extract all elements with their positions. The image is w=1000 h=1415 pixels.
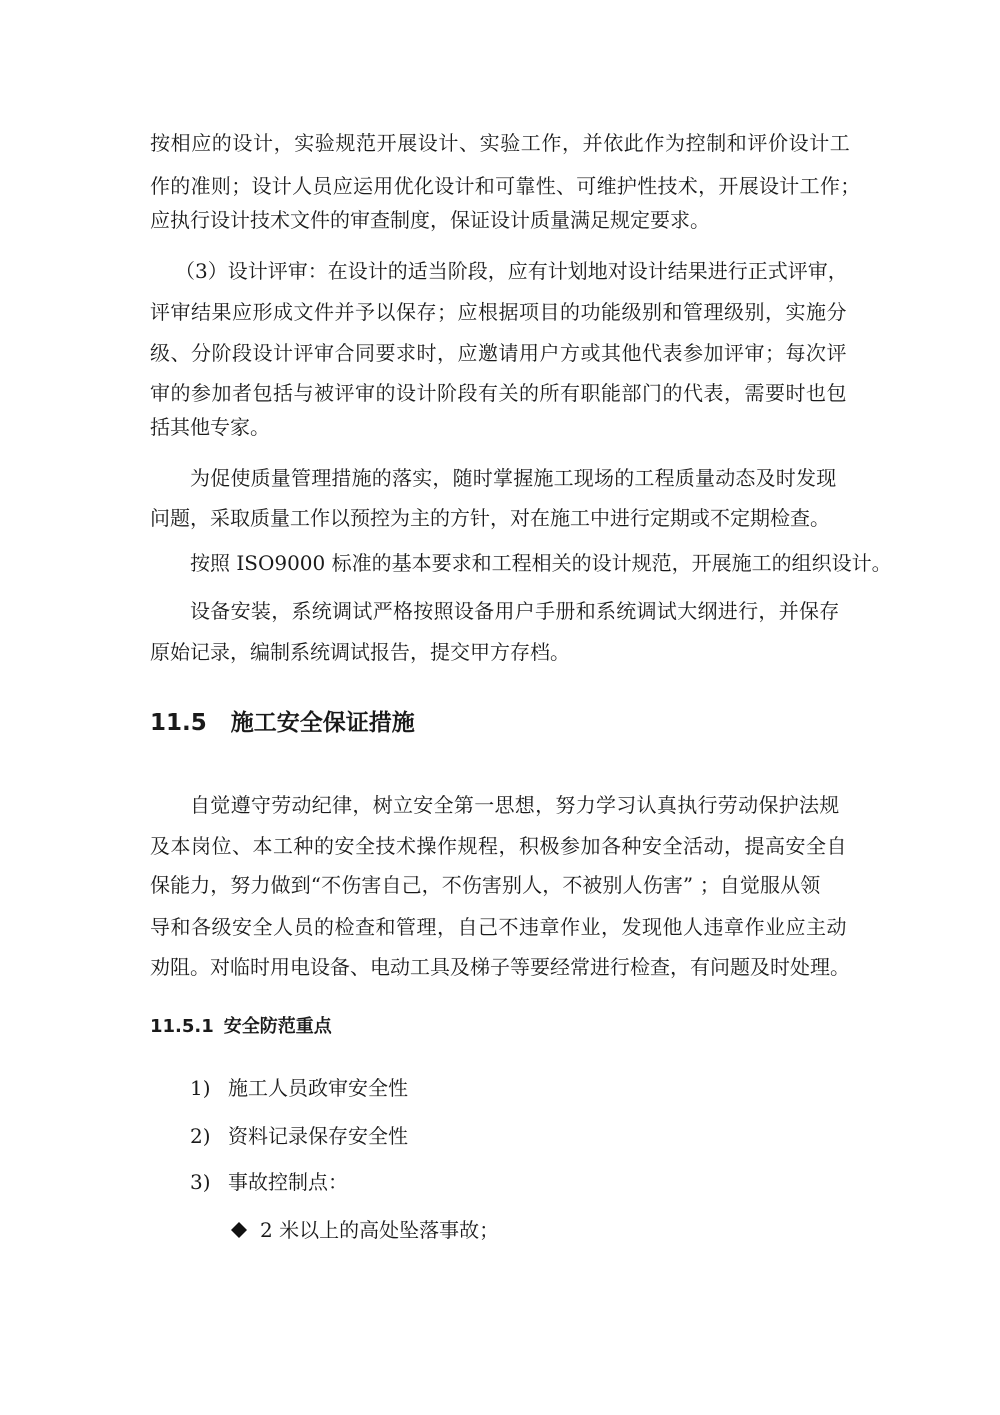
text-line: 自觉遵守劳动纪律，树立安全第一思想，努力学习认真执行劳动保护法规 xyxy=(190,793,840,817)
text-line: 评审结果应形成文件并予以保存；应根据项目的功能级别和管理级别，实施分 xyxy=(150,300,847,324)
text-line: 括其他专家。 xyxy=(150,415,270,439)
text-line: 原始记录，编制系统调试报告，提交甲方存档。 xyxy=(150,640,570,664)
list-number: 1) xyxy=(190,1076,211,1100)
list-number: 2) xyxy=(190,1124,211,1148)
text-line: 保能力，努力做到“不伤害自己，不伤害别人，不被别人伤害” ；自觉服从领 xyxy=(150,873,821,897)
text-line: 劝阻。对临时用电设备、电动工具及梯子等要经常进行检查，有问题及时处理。 xyxy=(150,955,850,979)
list-text: 2 米以上的高处坠落事故； xyxy=(260,1218,500,1242)
text-line: 应执行设计技术文件的审查制度，保证设计质量满足规定要求。 xyxy=(150,208,710,232)
subsection-number: 11.5.1 xyxy=(150,1016,214,1037)
text-line: 按照 ISO9000 标准的基本要求和工程相关的设计规范，开展施工的组织设计。 xyxy=(190,551,892,575)
subsection-heading xyxy=(150,1014,332,1040)
section-heading xyxy=(150,708,415,738)
text-line: 按相应的设计，实验规范开展设计、实验工作，并依此作为控制和评价设计工 xyxy=(150,131,851,155)
text-line: 为促使质量管理措施的落实，随时掌握施工现场的工程质量动态及时发现 xyxy=(190,466,837,490)
text-line: 问题，采取质量工作以预控为主的方针，对在施工中进行定期或不定期检查。 xyxy=(150,506,830,530)
list-number: 3) xyxy=(190,1170,211,1194)
text-line: 级、分阶段设计评审合同要求时，应邀请用户方或其他代表参加评审；每次评 xyxy=(150,341,847,365)
list-text: 事故控制点： xyxy=(228,1170,348,1194)
text-line: 作的准则；设计人员应运用优化设计和可靠性、可维护性技术，开展设计工作； xyxy=(150,174,861,198)
text-line: 及本岗位、本工种的安全技术操作规程，积极参加各种安全活动，提高安全自 xyxy=(150,834,847,858)
section-title: 施工安全保证措施 xyxy=(230,710,415,736)
subsection-title: 安全防范重点 xyxy=(223,1016,332,1037)
list-text: 资料记录保存安全性 xyxy=(228,1124,408,1148)
section-number: 11.5 xyxy=(150,710,207,736)
text-line: 审的参加者包括与被评审的设计阶段有关的所有职能部门的代表，需要时也包 xyxy=(150,381,847,405)
text-line: 导和各级安全人员的检查和管理，自己不违章作业，发现他人违章作业应主动 xyxy=(150,915,847,939)
list-text: 施工人员政审安全性 xyxy=(228,1076,408,1100)
text-line: 设备安装，系统调试严格按照设备用户手册和系统调试大纲进行，并保存 xyxy=(190,599,840,623)
diamond-bullet-icon xyxy=(231,1222,247,1238)
text-line: （3）设计评审：在设计的适当阶段，应有计划地对设计结果进行正式评审， xyxy=(175,259,848,283)
